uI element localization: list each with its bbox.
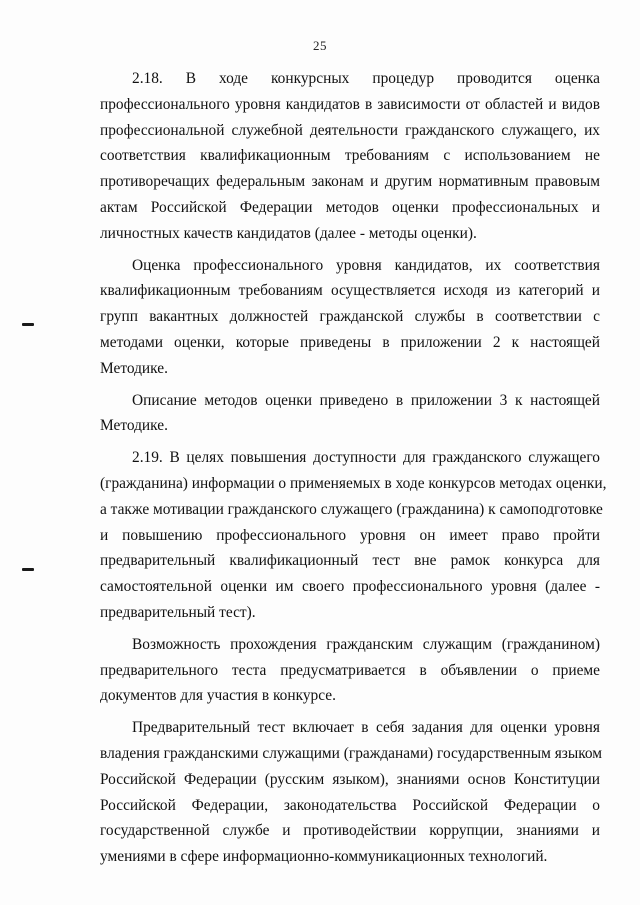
text-line: актам Российской Федерации методов оценки профессиональных и: [100, 198, 600, 216]
text-line: Описание методов оценки приведено в приложении 3 к настоящей: [132, 391, 600, 409]
text-line: профессиональной служебной деятельности гражданского служащего, их: [100, 121, 600, 139]
document-body: [100, 66, 607, 870]
text-line: Оценка профессионального уровня кандидатов, их соответствия: [132, 256, 600, 274]
text-line: документов для участия в конкурсе.: [100, 687, 336, 705]
text-line: квалификационным требованиям осуществляется исходя из категорий и: [100, 282, 600, 300]
paragraph: [100, 66, 600, 247]
paragraph: [100, 388, 600, 440]
paragraph: [100, 715, 603, 870]
text-line: профессионального уровня кандидатов в зависимости от областей и видов: [100, 95, 600, 113]
text-line: Российской Федерации (русским языком), знаниями основ Конституции: [100, 770, 600, 788]
text-line: соответствия квалификационным требованиям с использованием не: [100, 147, 600, 165]
text-line: а также мотивации гражданского служащего (гражданина) к самоподготовке: [100, 500, 603, 518]
paragraph: [100, 253, 600, 382]
text-line: 2.18. В ходе конкурсных процедур проводится оценка: [132, 70, 600, 87]
text-line: методами оценки, которые приведены в приложении 2 к настоящей: [100, 333, 600, 351]
margin-mark: [22, 568, 34, 571]
text-line: личностных качеств кандидатов (далее - методы оценки).: [100, 224, 477, 242]
paragraph: [100, 632, 600, 709]
text-line: и повышению профессионального уровня он имеет право пройти: [100, 526, 600, 544]
text-line: (гражданина) информации о применяемых в ходе конкурсов методах оценки,: [100, 474, 607, 492]
text-line: противоречащих федеральным законам и другим нормативным правовым: [100, 173, 600, 191]
text-line: владения гражданскими служащими (гражданами) государственным языком: [100, 744, 603, 762]
text-line: предварительного теста предусматривается в объявлении о приеме: [100, 661, 600, 679]
text-line: предварительный тест).: [100, 603, 256, 621]
text-line: Методике.: [100, 417, 168, 435]
text-line: государственной службе и противодействии коррупции, знаниями и: [100, 822, 600, 840]
text-line: умениями в сфере информационно-коммуникационных технологий.: [100, 848, 548, 866]
page-number: 25: [313, 38, 327, 53]
text-line: самостоятельной оценки им своего профессионального уровня (далее -: [100, 578, 600, 596]
text-line: групп вакантных должностей гражданской службы в соответствии с: [100, 308, 600, 326]
text-line: предварительный квалификационный тест вне рамок конкурса для: [100, 552, 600, 570]
text-line: Методике.: [100, 359, 168, 377]
text-line: Возможность прохождения гражданским служащим (гражданином): [132, 635, 600, 653]
margin-mark: [22, 323, 34, 326]
text-line: 2.19. В целях повышения доступности для гражданского служащего: [132, 449, 600, 467]
text-line: Предварительный тест включает в себя задания для оценки уровня: [132, 719, 600, 737]
paragraph: [100, 445, 607, 626]
text-line: Российской Федерации, законодательства Российской Федерации о: [100, 796, 600, 814]
